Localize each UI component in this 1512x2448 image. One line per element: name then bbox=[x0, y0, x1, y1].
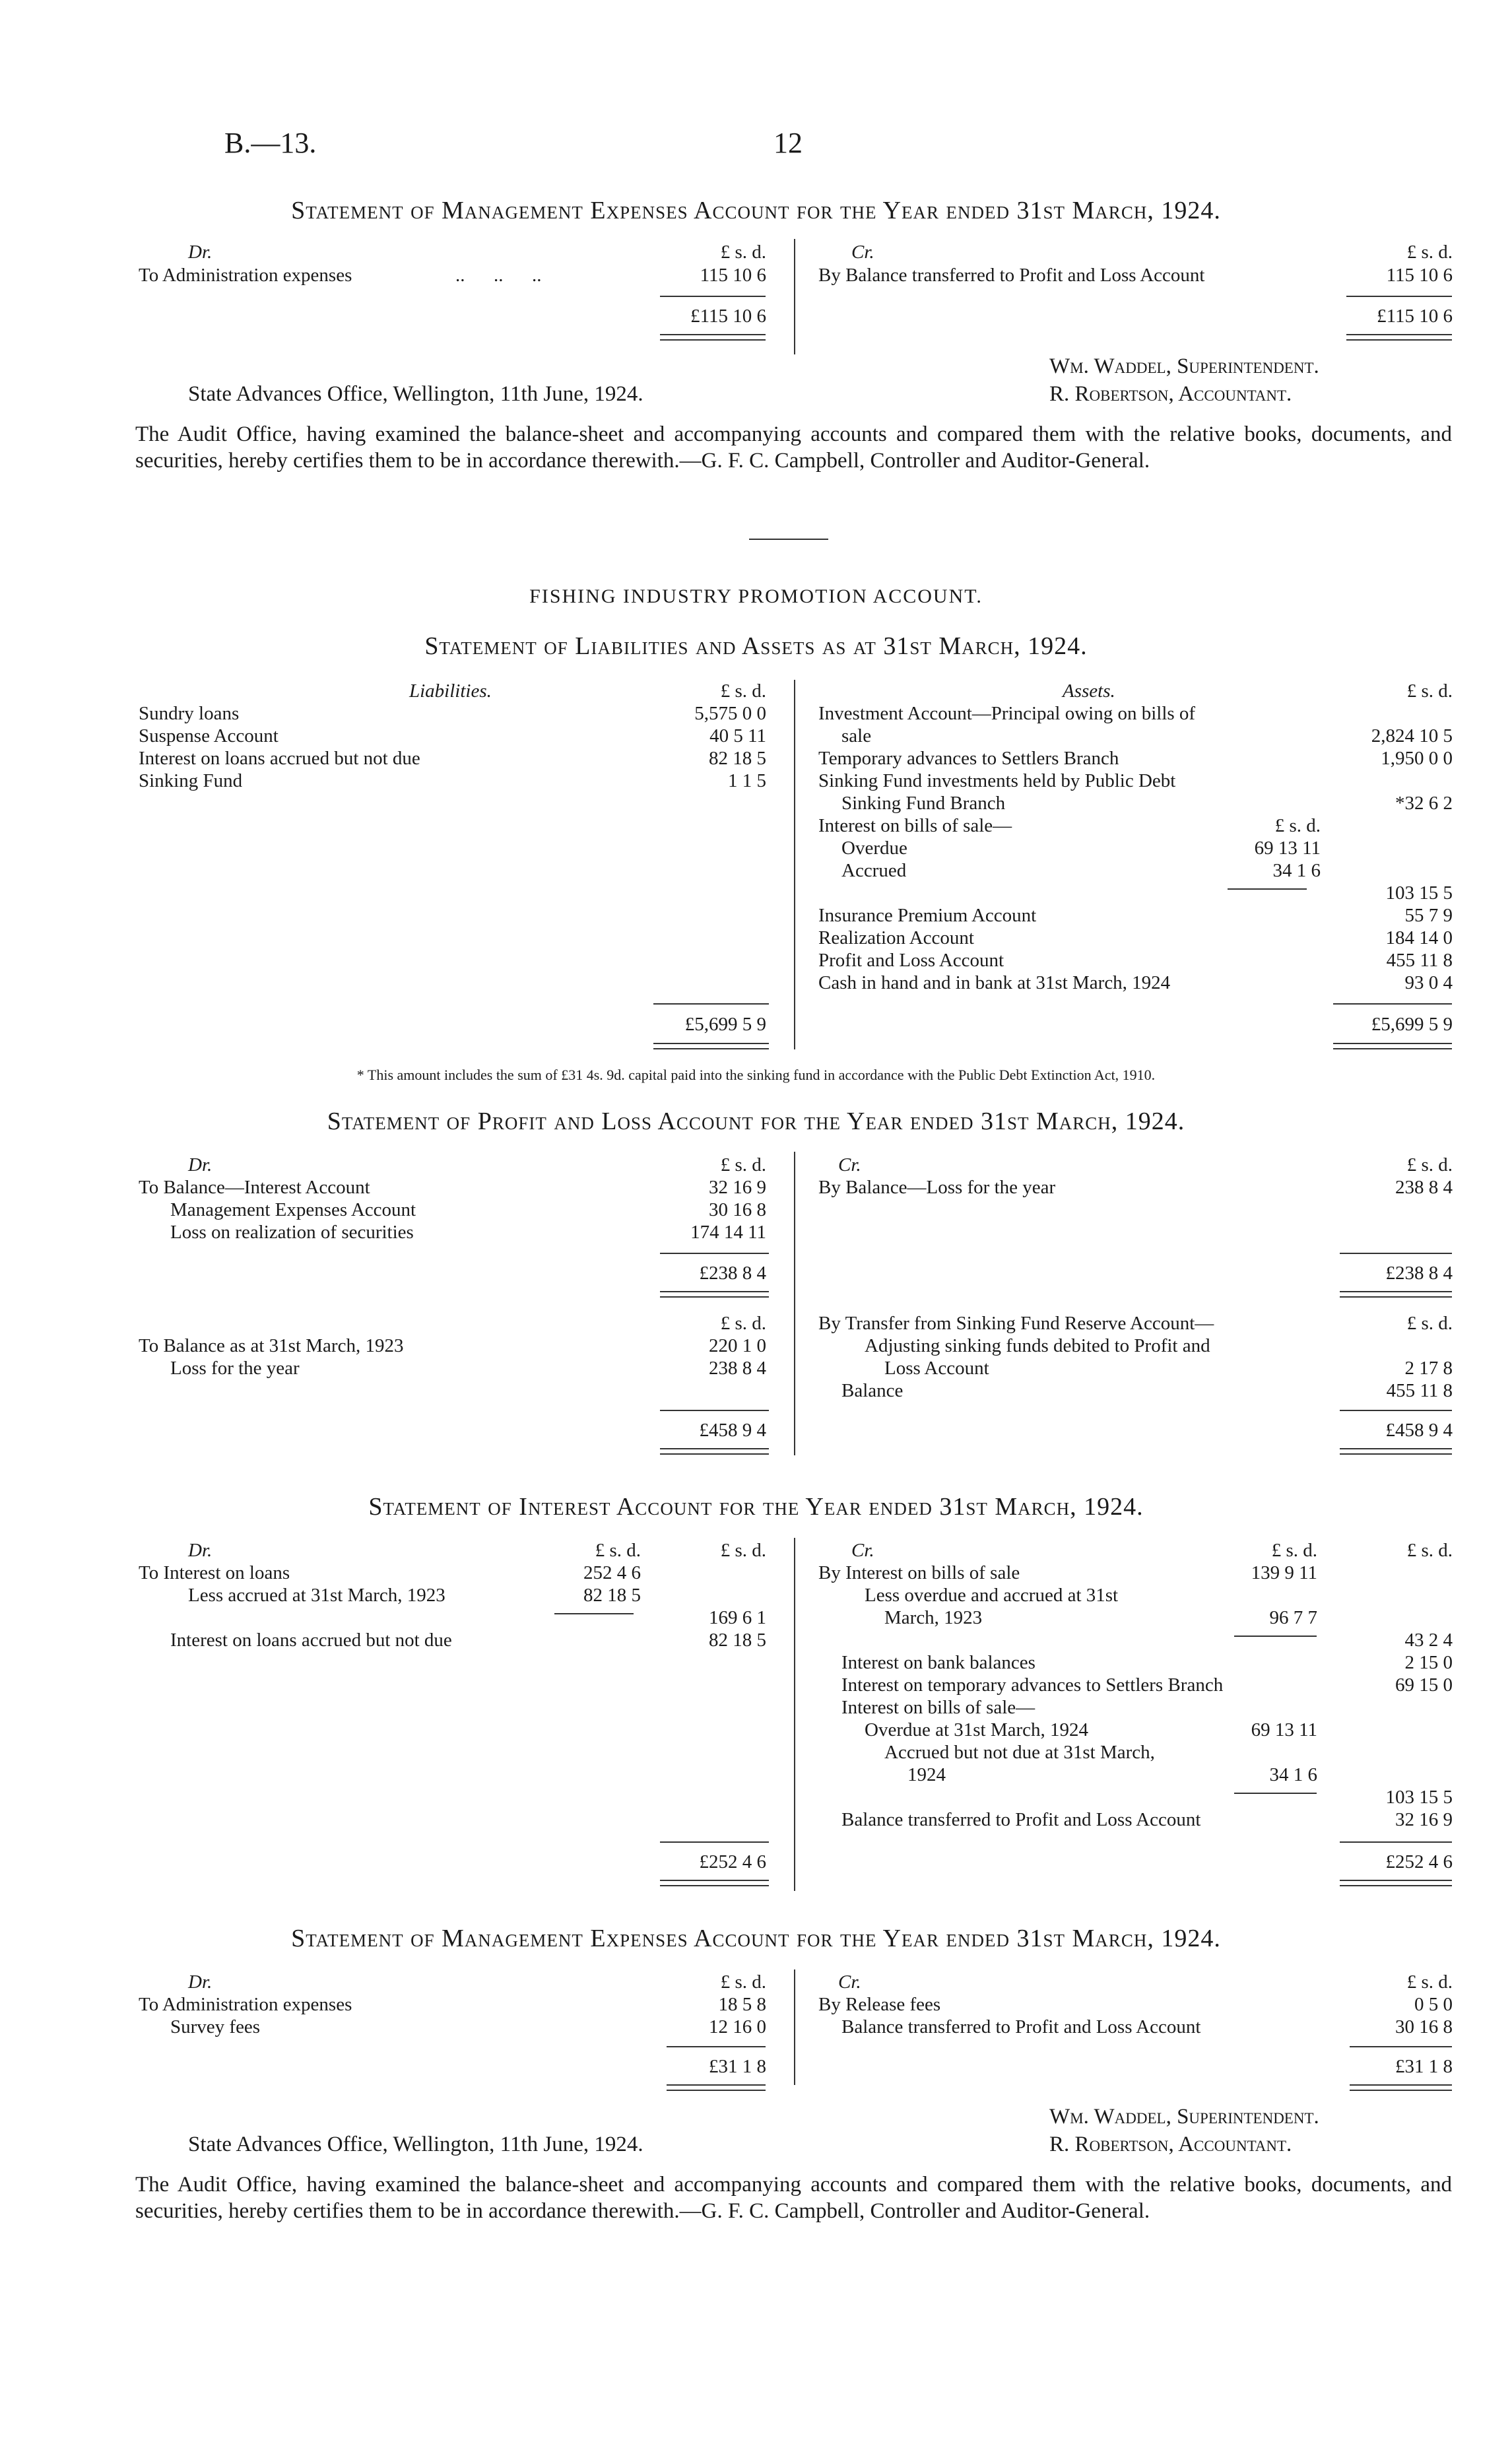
document-page: B.—13. 12 Statement of Management Expenses Account for the Year ended 31st March, 1924. Dr. £ s. d. Cr. £ s. d. To Administration expenses .. .. .. 115 10 6 By Balance transferred to Profit and Loss Account 115 10 6 £115 10 6 £115 10 6 Wm. Waddel, Superintendent. State Advances Office, Wellington, 11th June, 1924. R. Robertson, Accountant. The Audit Office, having examined the balance-sheet and accompanying accounts and compared them with the relative books, documents, and securities, hereby certifies them to be in accordance therewith.—G. F. C. Campbell, Controller and Auditor-General. FISHING INDUSTRY PROMOTION ACCOUNT. Statement of Liabilities and Assets as at 31st March, 1924. Liabilities. £ s. d. Assets. £ s. d. Sundry loans 5,575 0 0 Suspense Account 40 5 11 Interest on loans accrued but not due 82 18 5 Sinking Fund 1 1 5 Investment Account—Principal owing on bills of sale 2,824 10 5 Temporary advances to Settlers Branch 1,950 0 0 Sinking Fund investments held by Public Debt Sinking Fund Branch *32 6 2 Interest on bills of sale— £ s. d. Overdue 69 13 11 Accrued 34 1 6 103 15 5 Insurance Premium Account 55 7 9 Realization Account 184 14 0 Profit and Loss Account 455 11 8 Cash in hand and in bank at 31st March, 1924 93 0 4 £5,699 5 9 £5,699 5 9 * This amount includes the sum of £31 4s. 9d. capital paid into the sinking fund in accordance with the Public Debt Extinction Act, 1910. Statement of Profit and Loss Account for the Year ended 31st March, 1924. Dr. £ s. d. Cr. £ s. d. To Balance—Interest Account 32 16 9 Management Expenses Account 30 16 8 Loss on realization of securities 174 14 11 By Balance—Loss for the year 238 8 4 £238 8 4 £238 8 4 £ s. d. To Balance as at 31st March, 1923 220 1 0 Loss for the year 238 8 4 By Transfer from Sinking Fund Reserve Account— £ s. d. Adjusting sinking funds debited to Profit and Loss Account 2 17 8 Balance 455 11 8 £458 9 4 £458 9 4 Statement of Interest Account for the Year ended 31st March, 1924. Dr. £ s. d. £ s. d. Cr. £ s. d. £ s. d. To Interest on loans 252 4 6 Less accrued at 31st March, 1923 82 18 5 169 6 1 Interest on loans accrued but not due 82 18 5 By Interest on bills of sale 139 9 11 Less overdue and accrued at 31st March, 1923 96 7 7 43 2 4 Interest on bank balances 2 15 0 Interest on temporary advances to Settlers Branch 69 15 0 Interest on bills of sale— Overdue at 31st March, 1924 69 13 11 Accrued but not due at 31st March, 1924 34 1 6 103 15 5 Balance transferred to Profit and Loss Account 32 16 9 £252 4 6 £252 4 6 Statement of Management Expenses Account for the Year ended 31st March, 1924. Dr. £ s. d. Cr. £ s. d. To Administration expenses 18 5 8 Survey fees 12 16 0 By Release fees 0 5 0 Balance transferred to Profit and Loss Account 30 16 8 £31 1 8 £31 1 8 Wm. Waddel, Superintendent. State Advances Office, Wellington, 11th June, 1924. R. Robertson, Accountant. The Audit Office, having examined the balance-sheet and accompanying accounts and compared them with the relative books, documents, and securities, hereby certifies them to be in accordance therewith.—G. F. C. Campbell, Controller and Auditor-General. bbox=[0, 0, 1512, 2448]
s1-cr: Cr. bbox=[851, 242, 874, 263]
s1-total-dr: £115 10 6 bbox=[690, 306, 766, 327]
liab-amt-1: 40 5 11 bbox=[709, 725, 766, 746]
liab-amt-2: 82 18 5 bbox=[709, 748, 766, 769]
s1-cr-line: By Balance transferred to Profit and Loss Account bbox=[818, 265, 1205, 286]
liab-label-2: Interest on loans accrued but not due bbox=[139, 748, 420, 769]
s1-dr-amt: 115 10 6 bbox=[700, 265, 766, 286]
liabilities-head: Liabilities. bbox=[409, 680, 492, 702]
footnote: * This amount includes the sum of £31 4s. 9d. capital paid into the sinking fund in accordance with the Public Debt Extinction Act, 1910. bbox=[356, 1067, 1156, 1083]
audit-certificate-2: The Audit Office, having examined the balance-sheet and accompanying accounts and compared them with the relative books, documents, and securities, hereby certifies them to be in accordance therewith.—G. F. C. Campbell, Controller and Auditor-General. bbox=[135, 2173, 1452, 2223]
s2-accountant: R. Robertson, Accountant. bbox=[1049, 2133, 1292, 2156]
liab-label-3: Sinking Fund bbox=[139, 770, 243, 791]
pl-title: Statement of Profit and Loss Account for the Year ended 31st March, 1924. bbox=[327, 1108, 1185, 1135]
s2-superintendent: Wm. Waddel, Superintendent. bbox=[1049, 2105, 1319, 2129]
s1-office: State Advances Office, Wellington, 11th June, 1924. bbox=[188, 382, 643, 406]
fish-total-liabilities: £5,699 5 9 bbox=[684, 1014, 766, 1035]
s1-title: Statement of Management Expenses Account for the Year ended 31st March, 1924. bbox=[291, 197, 1221, 224]
s1-accountant: R. Robertson, Accountant. bbox=[1049, 382, 1292, 406]
s1-superintendent: Wm. Waddel, Superintendent. bbox=[1049, 354, 1319, 378]
s2-office: State Advances Office, Wellington, 11th June, 1924. bbox=[188, 2133, 643, 2156]
s1-dr-psd: £ s. d. bbox=[720, 242, 766, 263]
page-number: 12 bbox=[773, 127, 803, 159]
interest-title: Statement of Interest Account for the Year ended 31st March, 1924. bbox=[368, 1493, 1144, 1521]
liab-label-1: Suspense Account bbox=[139, 725, 279, 746]
s1-dr: Dr. bbox=[188, 242, 213, 263]
fishing-heading: FISHING INDUSTRY PROMOTION ACCOUNT. bbox=[529, 585, 983, 607]
audit-certificate-1: The Audit Office, having examined the balance-sheet and accompanying accounts and compared them with the relative books, documents, and securities, hereby certifies them to be in accordance therewith.—G. F. C. Campbell, Controller and Auditor-General. bbox=[135, 422, 1452, 473]
s1-total-cr: £115 10 6 bbox=[1377, 306, 1453, 327]
liab-amt-0: 5,575 0 0 bbox=[694, 703, 766, 724]
fish-total-assets: £5,699 5 9 bbox=[1371, 1014, 1453, 1035]
s1-cr-psd: £ s. d. bbox=[1406, 242, 1453, 263]
fishing-title: Statement of Liabilities and Assets as at 31st March, 1924. bbox=[424, 632, 1088, 660]
liab-label-0: Sundry loans bbox=[139, 703, 240, 724]
assets-head: Assets. bbox=[1063, 680, 1115, 702]
liab-amt-3: 1 1 5 bbox=[728, 770, 766, 791]
s1-cr-amt: 115 10 6 bbox=[1386, 265, 1453, 286]
s1-dr-line: To Administration expenses bbox=[139, 265, 352, 286]
document-code: B.—13. bbox=[224, 127, 317, 159]
me2-title: Statement of Management Expenses Account for the Year ended 31st March, 1924. bbox=[291, 1925, 1221, 1952]
